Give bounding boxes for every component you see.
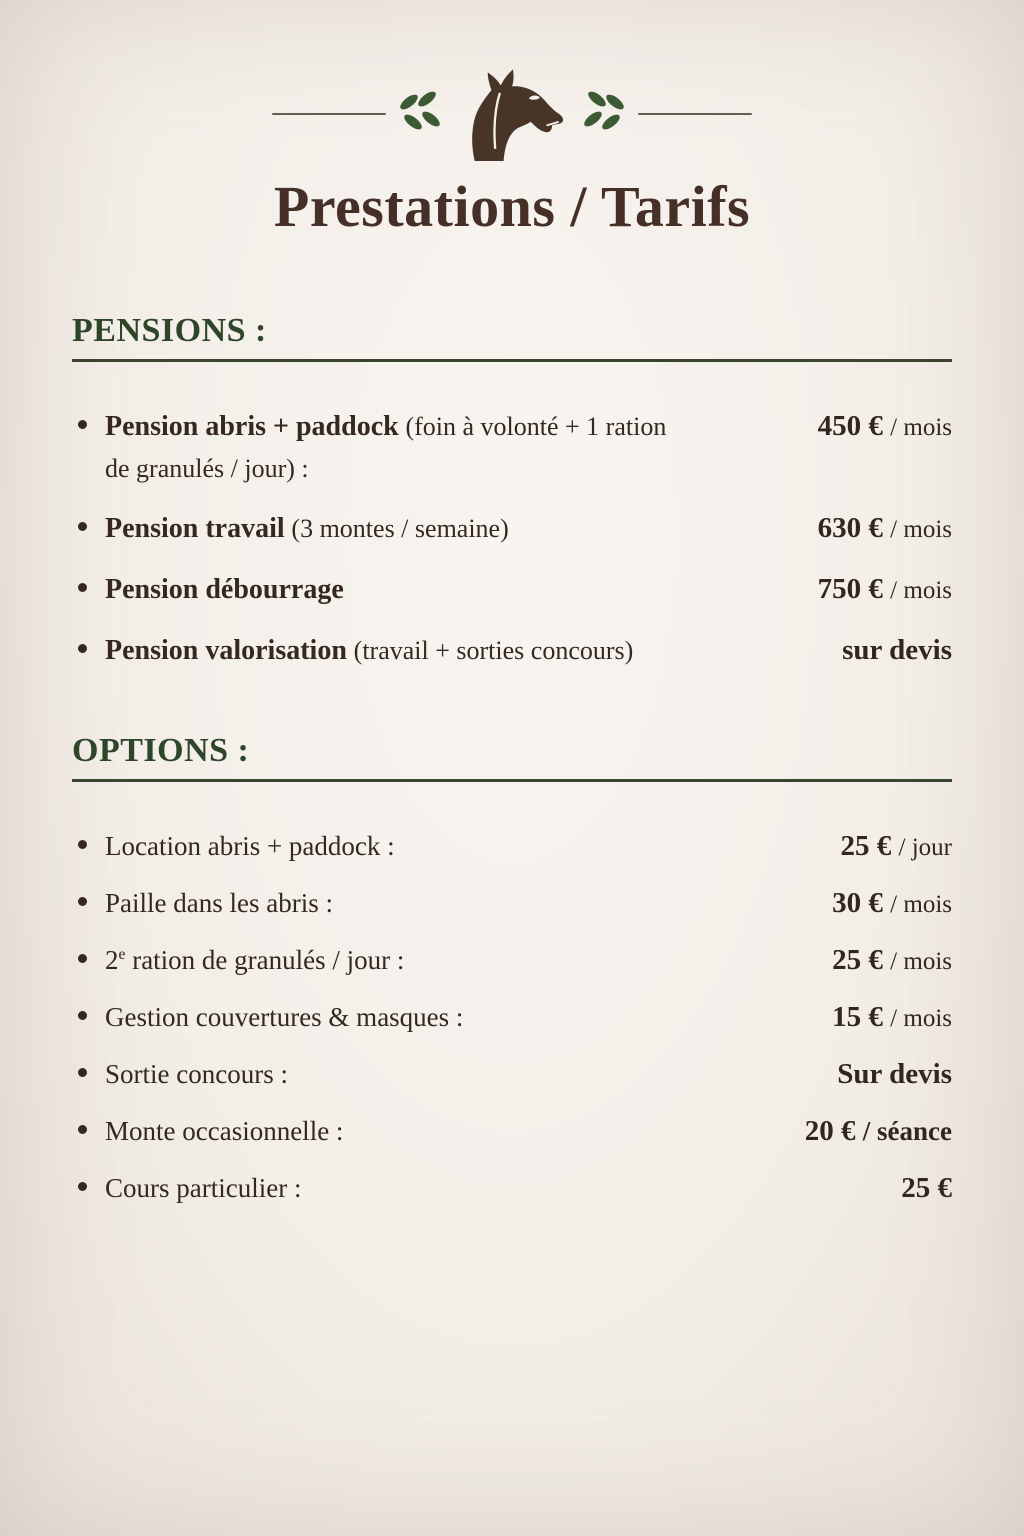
item-label	[105, 1168, 901, 1210]
item-price	[842, 628, 952, 673]
item-price	[818, 567, 952, 612]
item-detail: (travail + sorties concours)	[353, 635, 634, 665]
price-amount: 25 €	[901, 1171, 952, 1204]
price-unit: / séance	[862, 1115, 952, 1146]
section-rule	[72, 779, 952, 782]
header-ornament	[72, 64, 952, 164]
item-label	[105, 1111, 805, 1153]
item-price	[818, 506, 952, 551]
option-row-location	[72, 824, 952, 869]
bullet-icon	[78, 420, 87, 429]
item-price	[818, 404, 952, 449]
item-text: Sortie concours :	[105, 1058, 288, 1089]
price-amount: 25 €	[840, 829, 892, 862]
item-text-rest: ration de granulés / jour :	[125, 944, 405, 975]
item-name: Pension valorisation	[105, 634, 347, 666]
item-detail: (foin à volonté + 1 ration	[405, 411, 667, 441]
bullet-icon	[78, 1068, 87, 1077]
price-unit: / mois	[890, 947, 952, 975]
item-label	[105, 1054, 837, 1096]
item-label	[105, 507, 818, 550]
ordinal-superscript: e	[118, 945, 126, 963]
item-text: Cours particulier :	[105, 1172, 302, 1203]
laurel-leaves-left-icon	[396, 89, 446, 140]
item-price	[832, 881, 952, 926]
item-text: Location abris + paddock :	[105, 830, 395, 861]
price-amount: 25 €	[832, 943, 883, 976]
item-detail-line2: de granulés / jour) :	[105, 454, 309, 484]
price-unit: / mois	[890, 1004, 952, 1032]
price-amount: 750 €	[817, 572, 883, 605]
section-rule	[72, 359, 952, 362]
option-row-sortie-concours	[72, 1052, 952, 1097]
laurel-leaves-right-icon	[578, 89, 628, 140]
pension-row-debourrage	[72, 567, 952, 612]
section-pensions	[72, 311, 952, 673]
pension-row-abris-paddock	[72, 404, 952, 490]
item-label	[105, 997, 832, 1039]
item-label	[105, 826, 841, 868]
bullet-icon	[78, 840, 87, 849]
item-price	[832, 938, 952, 983]
price-unit: / jour	[898, 833, 952, 861]
price-unit: / mois	[890, 890, 952, 918]
pensions-heading: PENSIONS :	[72, 311, 267, 349]
item-label	[105, 405, 818, 490]
item-text: 2	[105, 944, 119, 975]
ornament-line-left	[272, 113, 386, 115]
section-options	[72, 731, 952, 1211]
bullet-icon	[78, 522, 87, 531]
option-row-paille	[72, 881, 952, 926]
bullet-icon	[78, 644, 87, 653]
item-price	[901, 1166, 952, 1211]
item-name: Pension abris + paddock	[105, 410, 399, 442]
bullet-icon	[78, 1125, 87, 1134]
item-name: Pension débourrage	[105, 573, 344, 605]
pension-row-travail	[72, 506, 952, 551]
item-detail: (3 montes / semaine)	[291, 514, 509, 544]
ornament-line-right	[638, 113, 752, 115]
pension-row-valorisation	[72, 628, 952, 673]
item-text: Monte occasionnelle :	[105, 1115, 344, 1146]
bullet-icon	[78, 583, 87, 592]
price-amount: 630 €	[817, 512, 883, 545]
document-header	[72, 0, 952, 241]
bullet-icon	[78, 897, 87, 906]
options-heading: OPTIONS :	[72, 731, 250, 769]
price-unit: / mois	[890, 516, 952, 544]
page-title: Prestations / Tarifs	[273, 174, 751, 239]
item-text: Gestion couvertures & masques :	[105, 1001, 464, 1032]
horse-head-icon	[456, 63, 568, 166]
item-label	[105, 940, 832, 982]
item-price	[805, 1109, 952, 1154]
price-amount: 20 €	[804, 1114, 856, 1147]
item-name: Pension travail	[105, 513, 285, 545]
option-row-cours	[72, 1166, 952, 1211]
price-amount: 15 €	[832, 1000, 883, 1033]
item-price	[841, 824, 952, 869]
item-text: Paille dans les abris :	[105, 887, 333, 918]
item-label	[105, 568, 818, 611]
item-price	[837, 1052, 952, 1097]
item-label	[105, 883, 832, 925]
price-amount: sur devis	[842, 633, 952, 666]
price-unit: / mois	[890, 413, 952, 441]
option-row-ration	[72, 938, 952, 983]
option-row-gestion	[72, 995, 952, 1040]
item-label	[105, 629, 842, 672]
bullet-icon	[78, 1182, 87, 1191]
bullet-icon	[78, 1011, 87, 1020]
item-price	[832, 995, 952, 1040]
price-amount: 30 €	[832, 886, 883, 919]
option-row-monte	[72, 1109, 952, 1154]
price-unit: / mois	[890, 576, 952, 604]
price-amount: Sur devis	[837, 1057, 952, 1090]
price-amount: 450 €	[817, 409, 883, 442]
bullet-icon	[78, 954, 87, 963]
